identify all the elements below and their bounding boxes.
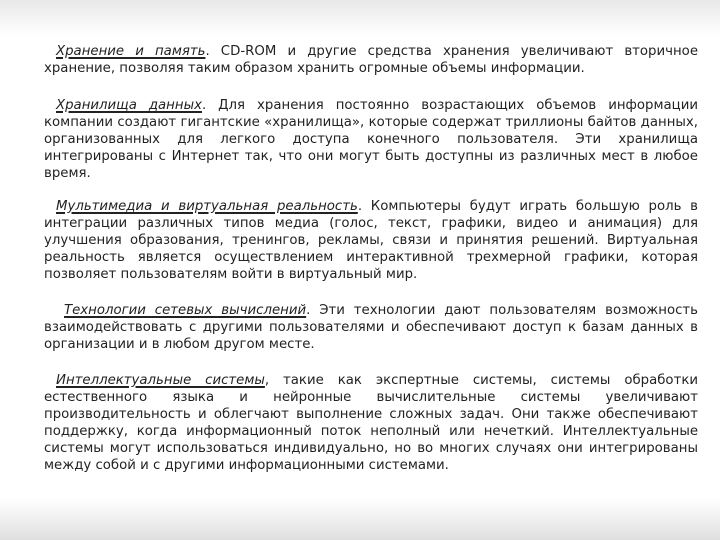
paragraph-data-warehouses	[44, 97, 698, 182]
heading-network-computing: Технологии сетевых вычислений	[64, 303, 307, 318]
heading-storage: Хранение и память	[56, 44, 206, 59]
bottom-shadow	[0, 500, 720, 540]
paragraph-multimedia	[44, 198, 698, 283]
body-network-computing: . Эти технологии дают пользователям возможность взаимодействовать с другими пользователями и обеспечивают доступ к базам данных в организации и в любом другом месте.	[44, 303, 699, 352]
body-multimedia: . Компьютеры будут играть большую роль в интеграции различных типов медиа (голос, текст, графики, видео и анимация) для улучшения образования, тренингов, рекламы, связи и принятия решений. Виртуальная реальность является осуществлением интерактивной трехмерной графики, которая позволяет пользователям войти в виртуальный мир.	[44, 199, 698, 282]
paragraph-network-computing	[44, 302, 698, 353]
heading-multimedia: Мультимедиа и виртуальная реальность	[56, 199, 358, 214]
body-data-warehouses: . Для хранения постоянно возрастающих объемов информации компании создают гигантские «хранилища», которые содержат триллионы байтов данных, организованных для легкого доступа конечного пользователя. Эти хранилища интегрированы с Интернет так, что они могут быть доступны из различных мест в любое время.	[44, 98, 698, 181]
heading-intelligent-systems: Интеллектуальные системы	[56, 373, 265, 388]
paragraph-storage	[44, 43, 698, 77]
top-shadow	[0, 0, 720, 30]
body-intelligent-systems: , такие как экспертные системы, системы обработки естественного языка и нейронные вычислительные системы увеличивают производительность и облегчают выполнение сложных задач. Они также обеспечивают поддержку, когда информационный поток неполный или нечеткий. Интеллектуальные системы могут использоваться индивидуально, но во многих случаях они интегрированы между собой и с другими информационными системами.	[44, 373, 698, 473]
heading-data-warehouses: Хранилища данных	[56, 98, 202, 113]
paragraph-intelligent-systems	[44, 372, 698, 474]
body-storage: . CD-ROM и другие средства хранения увеличивают вторичное хранение, позволяя таким образом хранить огромные объемы информации.	[44, 44, 698, 76]
